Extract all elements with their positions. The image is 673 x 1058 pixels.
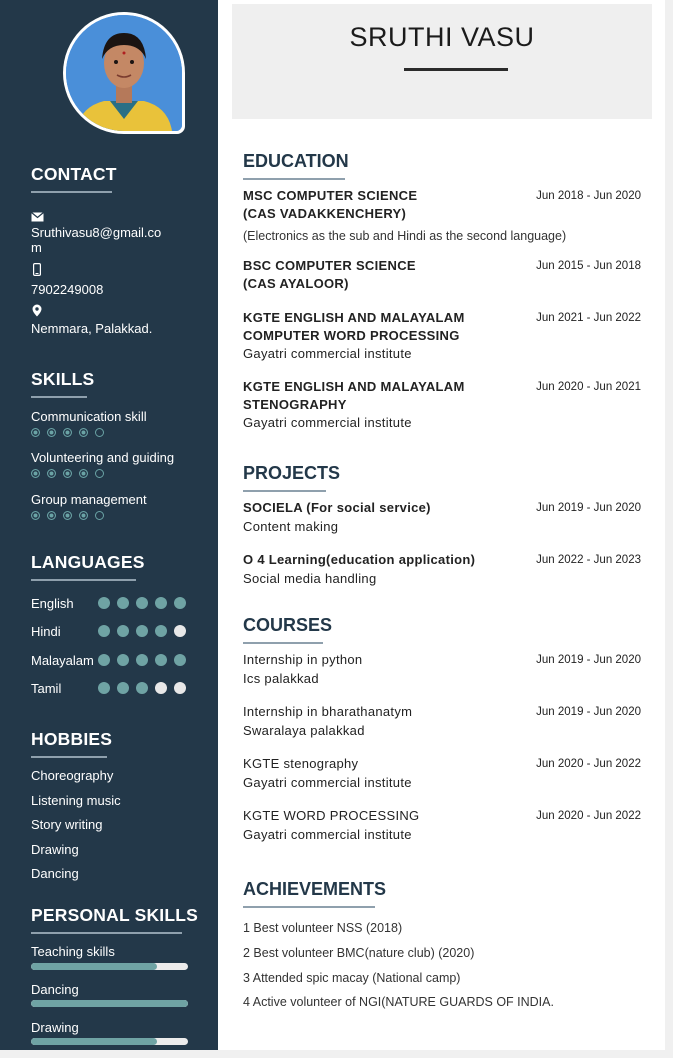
rating-dot-filled	[117, 597, 129, 609]
rating-dot-filled	[63, 428, 72, 437]
education-dates: Jun 2020 - Jun 2021	[536, 381, 641, 393]
contact-email[interactable]: Sruthivasu8@gmail.co m	[31, 225, 162, 255]
contact-rule	[31, 191, 112, 193]
course-title: KGTE stenography	[243, 756, 359, 771]
rating-dot-empty	[95, 511, 104, 520]
rating-dot-filled	[98, 597, 110, 609]
language-label: Tamil	[31, 681, 62, 696]
project-dates: Jun 2022 - Jun 2023	[536, 554, 641, 566]
personal-skill-bar-fill	[31, 1038, 157, 1045]
skills-rule	[31, 396, 87, 398]
language-label: Malayalam	[31, 653, 94, 668]
personal-skill-bar-fill	[31, 1000, 188, 1007]
rating-dot-filled	[117, 625, 129, 637]
rating-dot-filled	[155, 654, 167, 666]
project-title: SOCIELA (For social service)	[243, 500, 431, 515]
education-heading: EDUCATION	[243, 151, 349, 171]
personal-skill-bar	[31, 1000, 188, 1007]
skill-label: Group management	[31, 492, 147, 507]
course-institute: Gayatri commercial institute	[243, 775, 412, 790]
course-title: KGTE WORD PROCESSING	[243, 808, 420, 823]
language-rating-dots	[98, 682, 186, 694]
course-dates: Jun 2020 - Jun 2022	[536, 758, 641, 770]
education-title: KGTE ENGLISH AND MALAYALAM COMPUTER WORD PROCESSING	[243, 310, 465, 343]
education-title: MSC COMPUTER SCIENCE (CAS VADAKKENCHERY)	[243, 188, 418, 221]
rating-dot-filled	[79, 511, 88, 520]
education-dates: Jun 2021 - Jun 2022	[536, 312, 641, 324]
language-label: Hindi	[31, 624, 61, 639]
education-rule	[243, 178, 345, 180]
education-dates: Jun 2015 - Jun 2018	[536, 260, 641, 272]
rating-dot-empty	[95, 428, 104, 437]
education-institute: Gayatri commercial institute	[243, 346, 412, 361]
skill-rating-dots	[31, 469, 104, 478]
courses-heading: COURSES	[243, 615, 333, 635]
rating-dot-empty	[155, 682, 167, 694]
rating-dot-filled	[136, 597, 148, 609]
rating-dot-filled	[174, 654, 186, 666]
rating-dot-filled	[117, 682, 129, 694]
rating-dot-filled	[63, 511, 72, 520]
contact-heading: CONTACT	[31, 164, 117, 184]
project-role: Content making	[243, 519, 339, 534]
rating-dot-empty	[174, 625, 186, 637]
achievement-item: 4 Active volunteer of NGI(NATURE GUARDS OF INDIA.	[243, 995, 554, 1009]
education-institute: Gayatri commercial institute	[243, 415, 412, 430]
rating-dot-empty	[95, 469, 104, 478]
skills-heading: SKILLS	[31, 369, 95, 389]
rating-dot-filled	[98, 625, 110, 637]
personal-skills-rule	[31, 932, 182, 934]
course-title: Internship in python	[243, 652, 363, 667]
projects-rule	[243, 490, 326, 492]
skill-rating-dots	[31, 511, 104, 520]
phone-icon	[33, 263, 41, 281]
language-rating-dots	[98, 654, 186, 666]
education-dates: Jun 2018 - Jun 2020	[536, 190, 641, 202]
project-title: O 4 Learning(education application)	[243, 552, 476, 567]
rating-dot-filled	[47, 511, 56, 520]
name-header	[232, 4, 652, 119]
hobbies-rule	[31, 756, 107, 758]
personal-skill-label: Dancing	[31, 982, 79, 997]
rating-dot-filled	[31, 428, 40, 437]
achievement-item: 2 Best volunteer BMC(nature club) (2020)	[243, 946, 475, 960]
contact-phone[interactable]: 7902249008	[31, 282, 104, 297]
hobby-item: Drawing	[31, 842, 79, 857]
personal-skill-label: Teaching skills	[31, 944, 115, 959]
projects-heading: PROJECTS	[243, 463, 341, 483]
rating-dot-filled	[47, 469, 56, 478]
education-note: (Electronics as the sub and Hindi as the second language)	[243, 229, 567, 243]
skill-rating-dots	[31, 428, 104, 437]
hobbies-heading: HOBBIES	[31, 729, 113, 749]
personal-skill-label: Drawing	[31, 1020, 79, 1035]
education-title: BSC COMPUTER SCIENCE (CAS AYALOOR)	[243, 258, 416, 291]
achievements-heading: ACHIEVEMENTS	[243, 879, 387, 899]
course-dates: Jun 2019 - Jun 2020	[536, 706, 641, 718]
rating-dot-filled	[98, 682, 110, 694]
project-role: Social media handling	[243, 571, 377, 586]
languages-heading: LANGUAGES	[31, 552, 145, 572]
achievement-item: 1 Best volunteer NSS (2018)	[243, 921, 403, 935]
course-dates: Jun 2019 - Jun 2020	[536, 654, 641, 666]
rating-dot-filled	[79, 428, 88, 437]
achievements-rule	[243, 906, 375, 908]
profile-photo	[63, 12, 185, 134]
resume-name: SRUTHI VASU	[349, 22, 535, 52]
skill-label: Volunteering and guiding	[31, 450, 175, 465]
rating-dot-filled	[155, 597, 167, 609]
hobby-item: Dancing	[31, 866, 79, 881]
hobby-item: Story writing	[31, 817, 103, 832]
rating-dot-filled	[136, 654, 148, 666]
course-title: Internship in bharathanatym	[243, 704, 413, 719]
rating-dot-filled	[79, 469, 88, 478]
courses-rule	[243, 642, 323, 644]
personal-skill-bar	[31, 1038, 188, 1045]
personal-skills-heading: PERSONAL SKILLS	[31, 905, 199, 925]
rating-dot-filled	[136, 682, 148, 694]
language-rating-dots	[98, 625, 186, 637]
course-dates: Jun 2020 - Jun 2022	[536, 810, 641, 822]
name-underline	[404, 68, 508, 71]
rating-dot-filled	[47, 428, 56, 437]
languages-rule	[31, 579, 136, 581]
project-dates: Jun 2019 - Jun 2020	[536, 502, 641, 514]
rating-dot-filled	[63, 469, 72, 478]
contact-location: Nemmara, Palakkad.	[31, 321, 153, 336]
rating-dot-filled	[155, 625, 167, 637]
course-institute: Gayatri commercial institute	[243, 827, 412, 842]
rating-dot-filled	[31, 511, 40, 520]
rating-dot-filled	[98, 654, 110, 666]
hobby-item: Choreography	[31, 768, 114, 783]
location-pin-icon	[32, 304, 42, 322]
skill-label: Communication skill	[31, 409, 147, 424]
personal-skill-bar-fill	[31, 963, 157, 970]
rating-dot-filled	[117, 654, 129, 666]
language-rating-dots	[98, 597, 186, 609]
rating-dot-empty	[174, 682, 186, 694]
course-institute: Swaralaya palakkad	[243, 723, 365, 738]
main-content	[218, 0, 665, 1050]
education-title: KGTE ENGLISH AND MALAYALAM STENOGRAPHY	[243, 379, 465, 412]
personal-skill-bar	[31, 963, 188, 970]
language-label: English	[31, 596, 74, 611]
hobby-item: Listening music	[31, 793, 121, 808]
achievement-item: 3 Attended spic macay (National camp)	[243, 971, 461, 985]
rating-dot-filled	[31, 469, 40, 478]
sidebar	[0, 0, 218, 1050]
rating-dot-filled	[174, 597, 186, 609]
course-institute: Ics palakkad	[243, 671, 319, 686]
rating-dot-filled	[136, 625, 148, 637]
